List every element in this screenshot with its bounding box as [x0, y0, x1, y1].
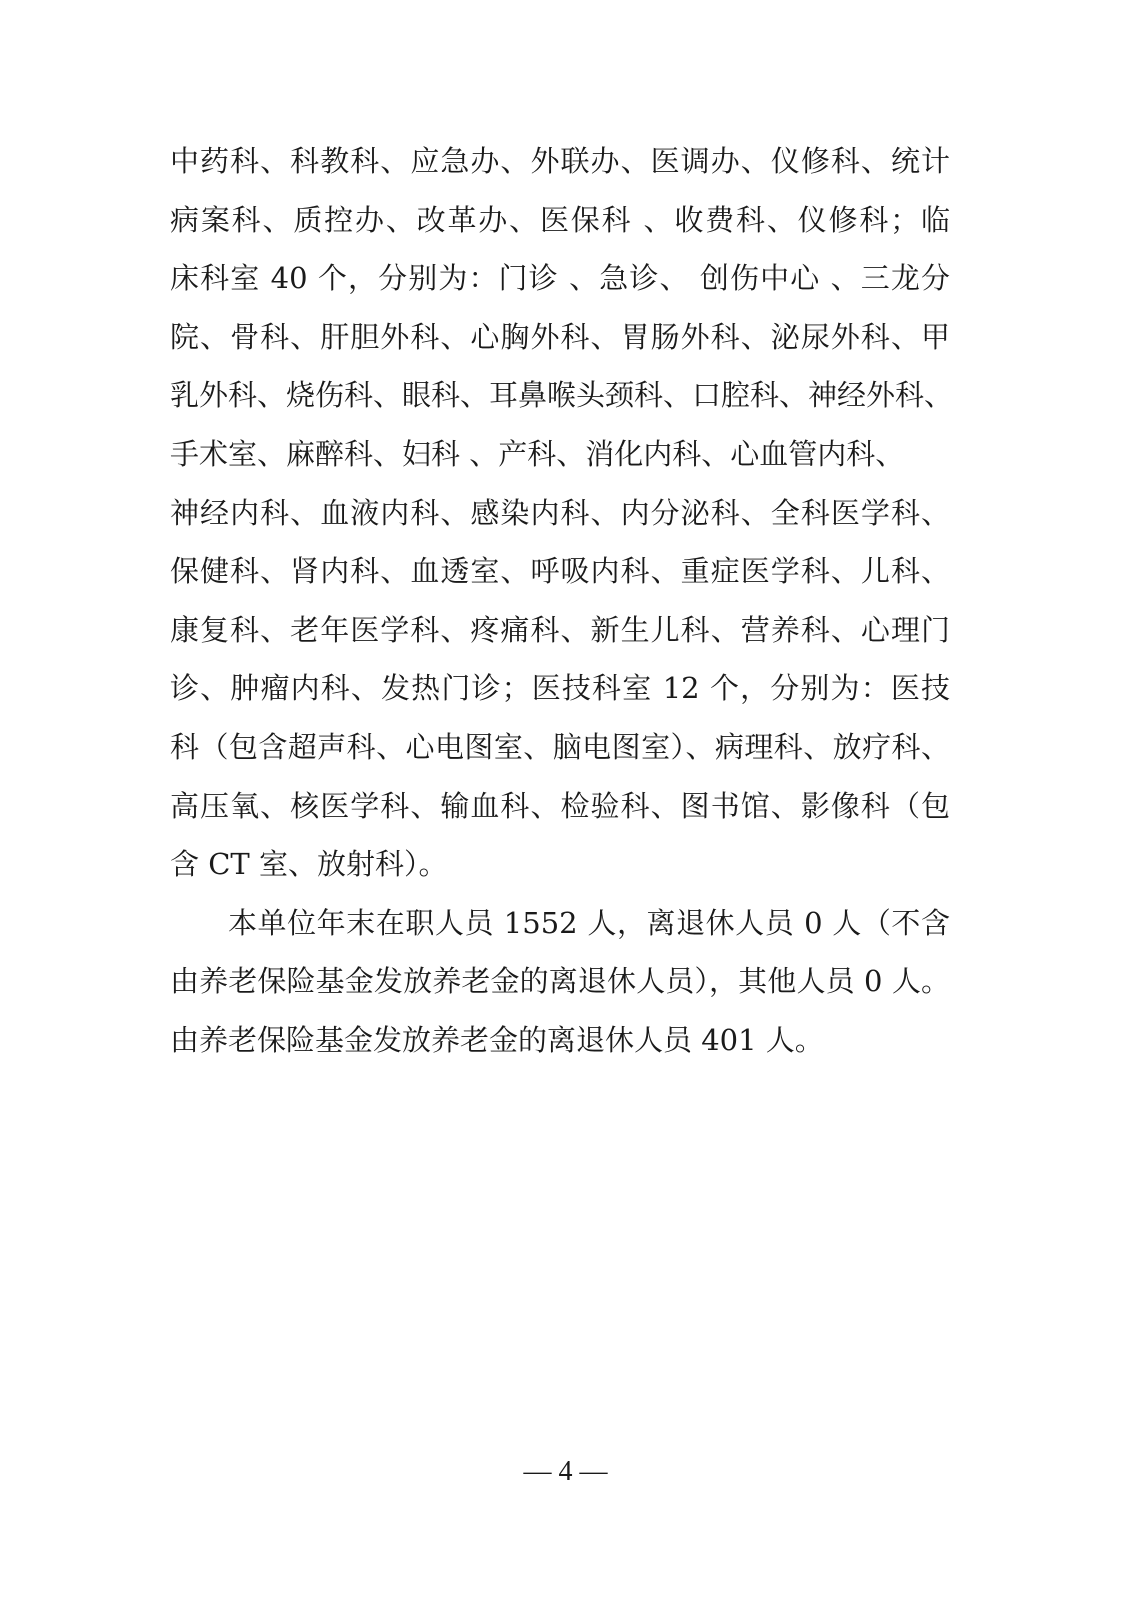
text-line: 病案科、质控办、改革办、医保科 、收费科、仪修科；临: [170, 202, 950, 237]
text-line: 院、骨科、肝胆外科、心胸外科、胃肠外科、泌尿外科、甲: [170, 319, 950, 354]
text-line: 高压氧、核医学科、输血科、检验科、图书馆、影像科（包: [170, 788, 950, 823]
page-number: — 4 —: [523, 1456, 608, 1487]
text-line: 中药科、科教科、应急办、外联办、医调办、仪修科、统计: [170, 144, 950, 178]
text-line: 本单位年末在职人员 1552 人，离退休人员 0 人（不含: [228, 905, 950, 940]
text-line: 康复科、老年医学科、疼痛科、新生儿科、营养科、心理门: [170, 612, 950, 647]
text-line: 含 CT 室、放射科）。: [170, 847, 448, 882]
body-text: [170, 132, 954, 1070]
text-line: 神经内科、血液内科、感染内科、内分泌科、全科医学科、: [170, 495, 950, 530]
text-line: 乳外科、烧伤科、眼科、耳鼻喉头颈科、口腔科、神经外科、: [170, 378, 954, 413]
text-line: 科（包含超声科、心电图室、脑电图室）、病理科、放疗科、: [170, 729, 950, 764]
text-line: 保健科、肾内科、血透室、呼吸内科、重症医学科、儿科、: [170, 554, 950, 589]
text-line: 由养老保险基金发放养老金的离退休人员），其他人员 0 人。: [170, 964, 950, 999]
paragraph-departments: [170, 132, 954, 894]
text-line: 由养老保险基金发放养老金的离退休人员 401 人。: [170, 1022, 824, 1057]
text-line: 手术室、麻醉科、妇科 、产科、消化内科、心血管内科、: [170, 436, 905, 471]
paragraph-staff: [170, 894, 950, 1070]
text-line: 床科室 40 个，分别为：门诊 、急诊、 创伤中心 、三龙分: [170, 261, 950, 296]
text-line: 诊、肿瘤内科、发热门诊；医技科室 12 个，分别为：医技: [170, 671, 950, 706]
